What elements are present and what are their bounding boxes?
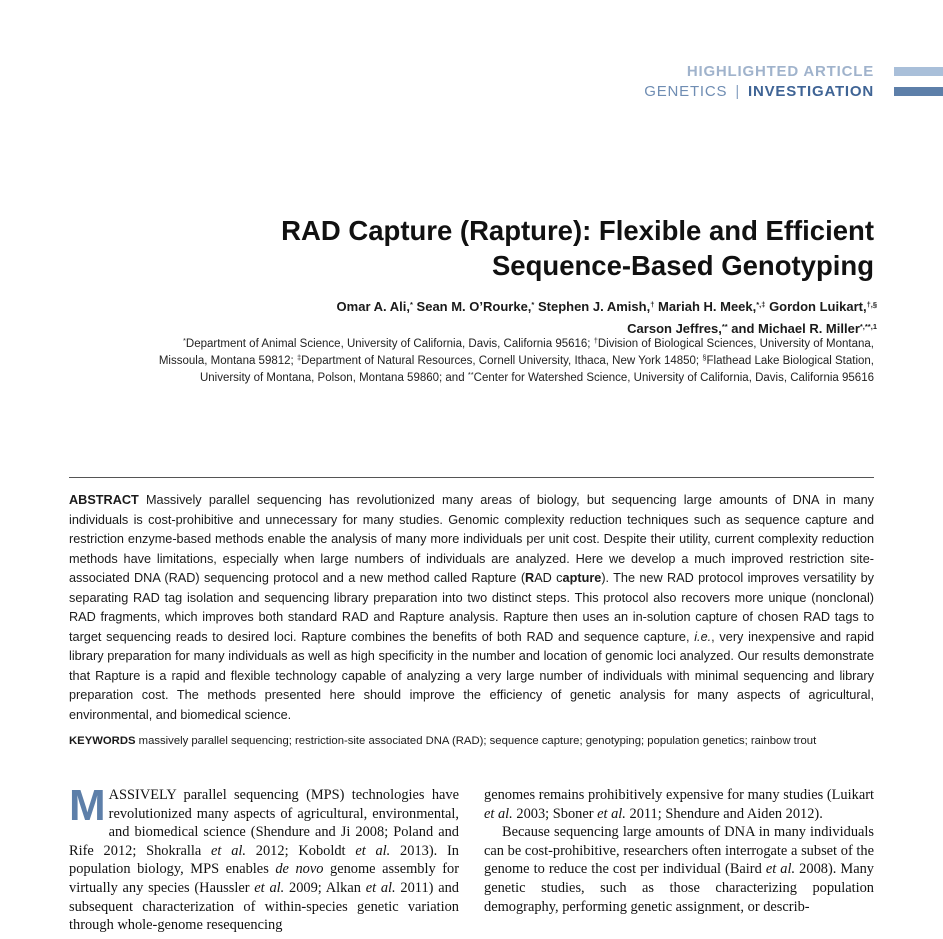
keywords-text: massively parallel sequencing; restriction-site associated DNA (RAD); sequence capture; genotyping; population genetics; rainbow trout — [138, 735, 817, 747]
author-name: Stephen J. Amish, — [537, 299, 651, 314]
body-column-right — [484, 786, 874, 916]
affiliation-mark: * — [182, 336, 186, 345]
citation-etal: et al. — [211, 842, 247, 859]
affiliation-mark: ‡ — [296, 353, 302, 362]
affiliation-text: Department of Natural Resources, Cornell University, Ithaca, New York 14850; — [301, 355, 700, 367]
body-text: 2011) and subsequent characterization of within-species genetic variation through whole-genome resequencing — [69, 879, 460, 934]
abstract-text: ). The new RAD protocol improves versatility by separating RAD tag isolation and sequencing library preparation into two distinct steps. This protocol also recovers more unique (nonclonal) RAD fragments, which improves both standard RAD and Rapture analysis. Rapture then uses an in-solution capture of chosen RAD tags to target sequencing reads to desired loci. Rapture combines the benefits of both RAD and sequence capture, — [69, 571, 874, 644]
author-name: Gordon Luikart, — [769, 299, 867, 314]
author-marks: † — [650, 300, 655, 309]
drop-cap: M — [69, 781, 106, 830]
title-line: RAD Capture (Rapture): Flexible and Efficient — [281, 215, 874, 246]
header-accent-bar-dark — [894, 87, 943, 96]
abstract-emphasis: i.e. — [694, 629, 712, 644]
body-text: 2013). In population biology, MPS enables — [69, 842, 459, 878]
affiliation-mark: ** — [467, 370, 474, 379]
body-emphasis: de novo — [275, 861, 324, 878]
body-paragraph — [69, 781, 460, 935]
body-text: Because sequencing large amounts of DNA in many individuals can be cost-prohibitive, researchers often interrogate a subset of the genome to reduce the cost per individual (Baird — [484, 824, 874, 878]
author-name: Sean M. O’Rourke, — [416, 299, 532, 314]
header-accent-bar-light — [894, 67, 943, 76]
body-text: 2009; Alkan — [284, 879, 366, 896]
citation-etal: et al. — [597, 805, 626, 822]
affiliation-mark: § — [702, 353, 707, 362]
author-name: Carson Jeffres, — [627, 321, 722, 336]
body-paragraph — [484, 823, 874, 916]
author-marks: * — [410, 300, 413, 309]
keywords — [69, 733, 884, 750]
body-text: 2011; Shendure and Aiden 2012). — [625, 805, 823, 822]
author-marks: *,**,1 — [859, 322, 877, 331]
keywords-label: KEYWORDS — [69, 735, 136, 747]
author-marks: * — [531, 300, 535, 309]
author-name: Omar A. Ali, — [336, 299, 410, 314]
author-line — [117, 296, 877, 318]
article-title — [114, 213, 874, 283]
citation-etal: et al. — [365, 879, 396, 896]
affiliation-mark: † — [593, 336, 598, 345]
body-paragraph — [484, 786, 874, 823]
body-text: 2008). Many genetic studies, such as those characterizing population demography, performing genetic assignment, or describ- — [484, 861, 874, 915]
author-name: and Michael R. Miller — [731, 321, 860, 336]
acronym-letter: apture — [562, 571, 602, 585]
abstract-label: ABSTRACT — [69, 493, 139, 507]
section-divider — [69, 477, 874, 478]
acronym-text: AD c — [534, 571, 563, 585]
author-marks: ** — [721, 322, 728, 331]
citation-etal: et al. — [484, 805, 513, 822]
article-type: INVESTIGATION — [748, 83, 874, 100]
affiliations — [154, 336, 874, 387]
affiliation-text: Division of Biological Sciences, University of Montana, Missoula, Montana 59812; — [158, 338, 874, 367]
body-text: genome assembly for virtually any species (Haussler — [69, 861, 459, 896]
body-text: ASSIVELY parallel sequencing (MPS) technologies have revolutionized many aspects of agricultural, environmental, and biomedical science (Shendure and Ji 2008; Poland and Rife 2012; Shokralla — [69, 787, 459, 859]
title-line: Sequence-Based Genotyping — [491, 250, 874, 281]
author-marks: *,‡ — [756, 300, 766, 309]
journal-name: GENETICS — [644, 83, 728, 100]
affiliation-text: Department of Animal Science, University of California, Davis, California 95616; — [185, 338, 591, 350]
acronym-letter: R — [525, 571, 535, 585]
author-list — [117, 296, 877, 340]
affiliation-text: Center for Watershed Science, University of California, Davis, California 95616 — [473, 372, 874, 384]
citation-etal: et al. — [765, 861, 796, 878]
highlighted-article-label: HIGHLIGHTED ARTICLE — [686, 63, 874, 80]
affiliation-text: Flathead Lake Biological Station, University of Montana, Polson, Montana 59860; and — [199, 355, 874, 384]
citation-etal: et al. — [355, 842, 391, 859]
abstract-text: Massively parallel sequencing has revolutionized many areas of biology, but sequencing large amounts of DNA in many individuals is cost-prohibitive and unnecessary for many studies. Genomic complexity reduction techniques such as sequence capture and restriction enzyme-based methods enable the analysis of many more individuals per unit cost. Despite their utility, current complexity reduction methods have limitations, especially when large numbers of individuals are analyzed. Here we develop a much improved restriction site-associated DNA (RAD) sequencing protocol and a new method called Rapture ( — [69, 493, 874, 585]
abstract-text: , very inexpensive and rapid library preparation for many individuals as well as high specificity in the number and location of genomic loci analyzed. Our results demonstrate that Rapture is a rapid and flexible technology capable of analyzing a very large number of individuals with minimal sequencing and library preparation cost. The methods presented here should improve the efficiency of genetic analysis for many aspects of agricultural, environmental, and biomedical science. — [69, 629, 874, 722]
citation-etal: et al. — [254, 879, 285, 896]
journal-section-line — [644, 83, 874, 100]
abstract — [69, 491, 874, 725]
body-column-left — [69, 781, 460, 935]
header-separator: | — [735, 83, 741, 100]
author-marks: †,§ — [866, 300, 877, 309]
body-text: 2012; Koboldt — [246, 842, 356, 859]
body-text: 2003; Sboner — [512, 805, 598, 822]
author-name: Mariah H. Meek, — [657, 299, 757, 314]
body-text: genomes remains prohibitively expensive for many studies (Luikart — [484, 787, 874, 803]
